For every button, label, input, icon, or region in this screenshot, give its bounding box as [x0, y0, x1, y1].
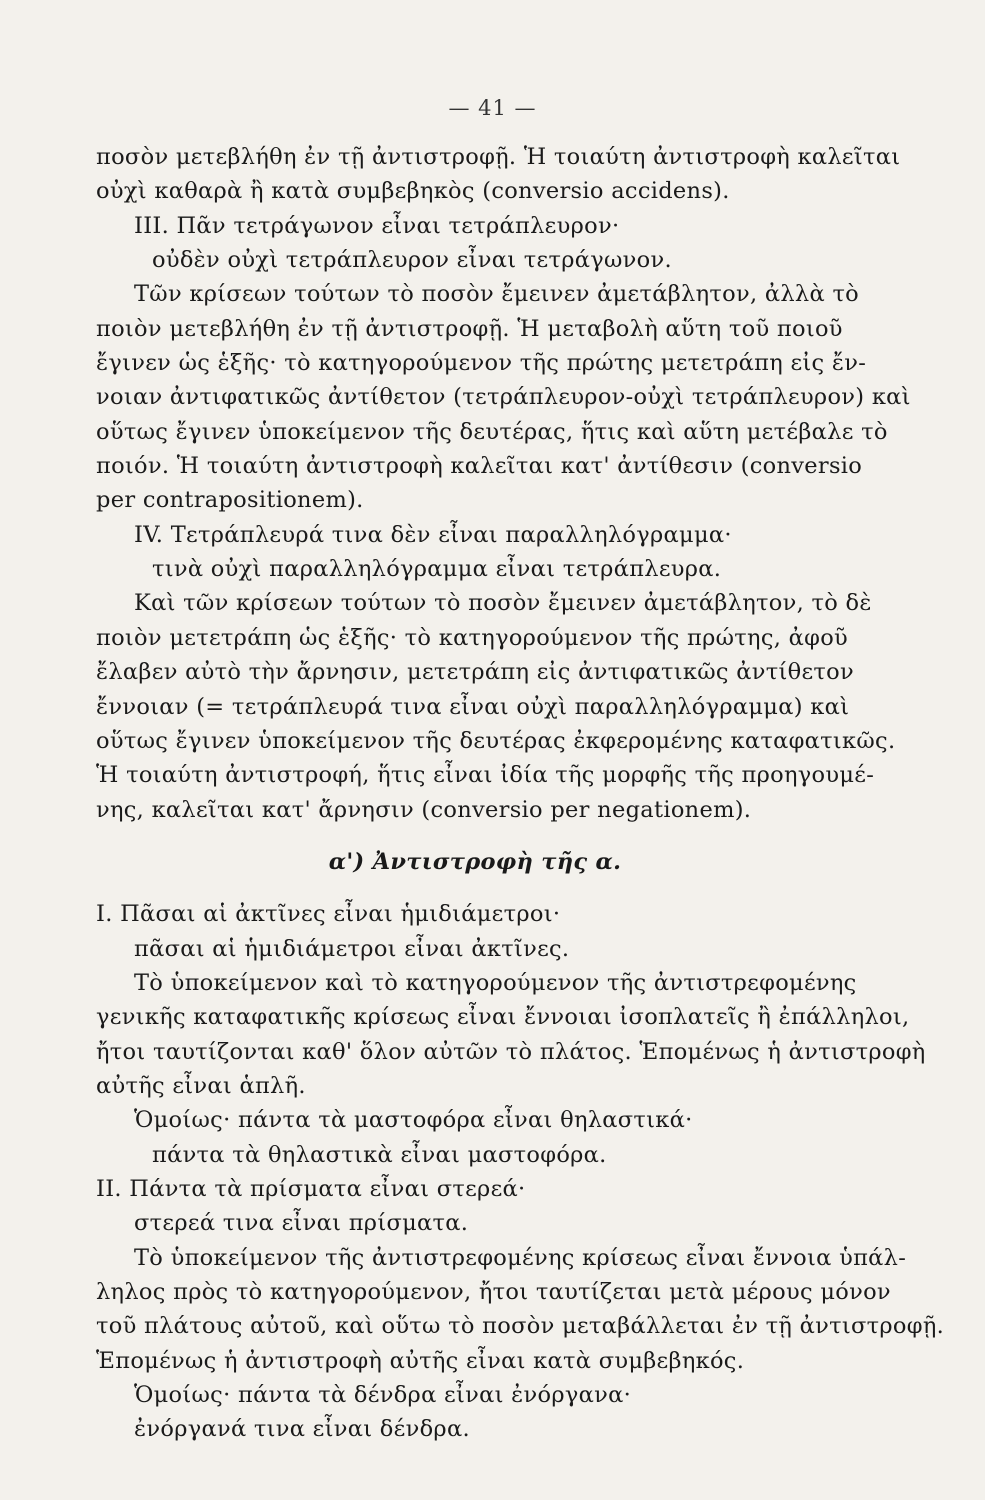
text-line: οὕτως ἔγινεν ὑποκείμενον τῆς δευτέρας, ἥτις καὶ αὕτη μετέβαλε τὸ	[96, 418, 888, 445]
text-line: τοῦ πλάτους αὐτοῦ, καὶ οὕτω τὸ ποσὸν μεταβάλλεται ἐν τῇ ἀντιστροφῇ.	[96, 1313, 945, 1340]
text-line: per contrapositionem).	[96, 487, 364, 514]
text-line: τινὰ οὐχὶ παραλληλόγραμμα εἶναι τετράπλευρα.	[152, 556, 722, 583]
text-line: ἤτοι ταυτίζονται καθ' ὅλον αὐτῶν τὸ πλάτος. Ἑπομένως ἡ ἀντιστροφὴ	[96, 1038, 926, 1065]
text-line: III. Πᾶν τετράγωνον εἶναι τετράπλευρον·	[134, 212, 620, 239]
text-line: οὐδὲν οὐχὶ τετράπλευρον εἶναι τετράγωνον.	[152, 247, 672, 274]
page-number: — 41 —	[448, 96, 537, 120]
text-line: IV. Τετράπλευρά τινα δὲν εἶναι παραλληλόγραμμα·	[134, 521, 732, 548]
text-line: γενικῆς καταφατικῆς κρίσεως εἶναι ἔννοιαι ἰσοπλατεῖς ἢ ἐπάλληλοι,	[96, 1004, 910, 1031]
body-text	[96, 140, 945, 1447]
text-line: νης, καλεῖται κατ' ἄρνησιν (conversio per negationem).	[96, 796, 752, 823]
text-line: I. Πᾶσαι αἱ ἀκτῖνες εἶναι ἡμιδιάμετροι·	[96, 901, 561, 928]
text-line: πάντα τὰ θηλαστικὰ εἶναι μαστοφόρα.	[152, 1141, 607, 1168]
text-line: ποιὸν μετετράπη ὡς ἑξῆς· τὸ κατηγορούμενον τῆς πρώτης, ἀφοῦ	[96, 624, 849, 651]
spacer	[96, 879, 818, 897]
text-line: Ἡ τοιαύτη ἀντιστροφή, ἥτις εἶναι ἰδία τῆς μορφῆς τῆς προηγουμέ-	[96, 762, 875, 789]
text-line: ἔγινεν ὡς ἑξῆς· τὸ κατηγορούμενον τῆς πρώτης μετετράπη εἰς ἔν-	[96, 350, 867, 377]
text-line: νοιαν ἀντιφατικῶς ἀντίθετον (τετράπλευρον-οὐχὶ τετράπλευρον) καὶ	[96, 384, 911, 411]
text-line: οὕτως ἔγινεν ὑποκείμενον τῆς δευτέρας ἐκφερομένης καταφατικῶς.	[96, 727, 896, 754]
text-line: ποιόν. Ἡ τοιαύτη ἀντιστροφὴ καλεῖται κατ' ἀντίθεσιν (conversio	[96, 453, 863, 480]
text-line: οὐχὶ καθαρὰ ἢ κατὰ συμβεβηκὸς (conversio accidens).	[96, 178, 730, 205]
text-line: ποιὸν μετεβλήθη ἐν τῇ ἀντιστροφῇ. Ἡ μεταβολὴ αὕτη τοῦ ποιοῦ	[96, 315, 843, 342]
text-line: II. Πάντα τὰ πρίσματα εἶναι στερεά·	[96, 1175, 526, 1202]
text-line: Καὶ τῶν κρίσεων τούτων τὸ ποσὸν ἔμεινεν ἀμετάβλητον, τὸ δὲ	[134, 590, 872, 617]
text-line: ἔννοιαν (= τετράπλευρά τινα εἶναι οὐχὶ παραλληλόγραμμα) καὶ	[96, 693, 850, 720]
text-line: πᾶσαι αἱ ἡμιδιάμετροι εἶναι ἀκτῖνες.	[134, 935, 570, 962]
text-line: Ὁμοίως· πάντα τὰ δένδρα εἶναι ἐνόργανα·	[134, 1382, 632, 1409]
text-line: ἐνόργανά τινα εἶναι δένδρα.	[134, 1416, 470, 1443]
text-line: Ἑπομένως ἡ ἀντιστροφὴ αὐτῆς εἶναι κατὰ συμβεβηκός.	[96, 1347, 745, 1374]
text-line: ληλος πρὸς τὸ κατηγορούμενον, ἤτοι ταυτίζεται μετὰ μέρους μόνον	[96, 1279, 891, 1305]
text-line: ἔλαβεν αὐτὸ τὴν ἄρνησιν, μετετράπη εἰς ἀντιφατικῶς ἀντίθετον	[96, 659, 854, 686]
text-line: Τὸ ὑποκείμενον καὶ τὸ κατηγορούμενον τῆς ἀντιστρεφομένης	[134, 969, 857, 996]
text-line: Τὸ ὑποκείμενον τῆς ἀντιστρεφομένης κρίσεως εἶναι ἔννοια ὑπάλ-	[134, 1244, 907, 1271]
section-heading: α') Ἀντιστροφὴ τῆς α.	[328, 848, 622, 875]
text-line: ποσὸν μετεβλήθη ἐν τῇ ἀντιστροφῇ. Ἡ τοιαύτη ἀντιστροφὴ καλεῖται	[96, 144, 901, 170]
text-line: στερεά τινα εἶναι πρίσματα.	[134, 1210, 469, 1237]
text-line: αὐτῆς εἶναι ἁπλῆ.	[96, 1072, 306, 1099]
text-line: Ὁμοίως· πάντα τὰ μαστοφόρα εἶναι θηλαστικά·	[134, 1107, 693, 1134]
spacer	[96, 827, 818, 845]
text-line: Τῶν κρίσεων τούτων τὸ ποσὸν ἔμεινεν ἀμετάβλητον, ἀλλὰ τὸ	[134, 281, 860, 308]
